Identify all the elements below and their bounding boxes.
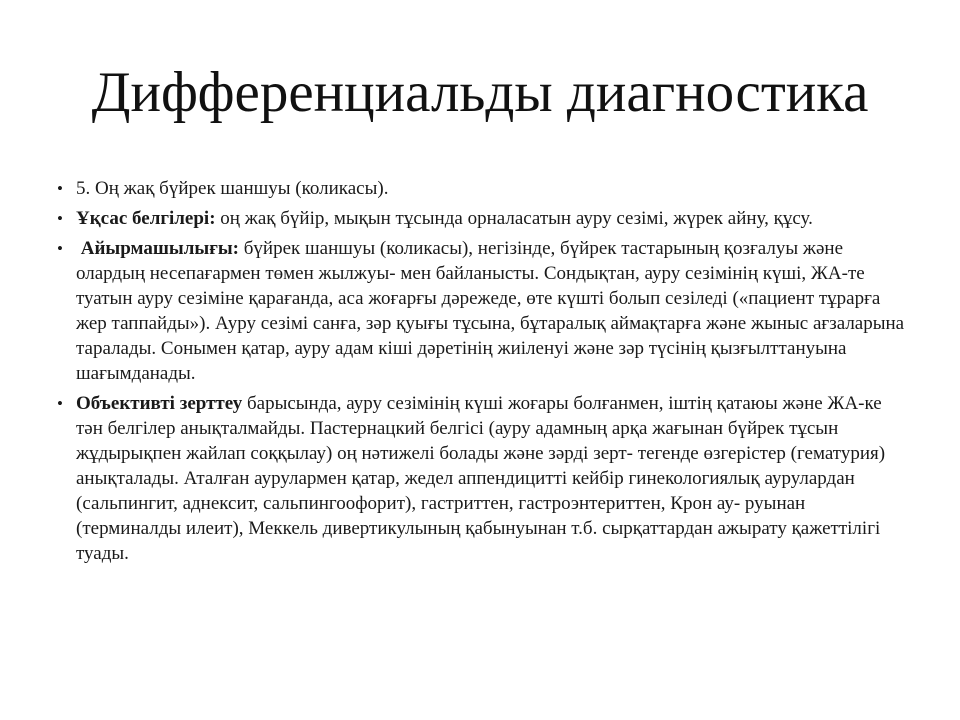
list-item — [56, 391, 912, 566]
bullet-icon: • — [57, 394, 63, 413]
item-heading: Объективті зерттеу — [76, 393, 243, 414]
slide-title: Дифференциальды диагностика — [91, 61, 869, 124]
bullet-icon: • — [57, 209, 63, 228]
item-text: барысында, ауру сезімінің күші жоғары болғанмен, іштің қатаюы және ЖА-ке тән белгілер анықталмайды. Пастернацкий белгісі (ауру адамның арқа жағынан бүйрек тұсын жұдырықпен жайлап соққылау) оң нәтижелі болады және зәрді зерт- тегенде өзгерістер (гематурия) анықталады. Аталған аурулармен қатар, жедел аппендицитті кейбір гинекологиялық аурулардан (сальпингит, аднексит, сальпингоофорит), гастриттен, гастроэнтериттен, Крон ау- руынан (терминалды илеит), Меккель дивертикулының қабынуынан т.б. сырқаттардан ажырату қажеттілігі туады. — [76, 393, 886, 564]
list-item — [56, 236, 912, 386]
item-text: бүйрек шаншуы (коликасы), негізінде, бүйрек тастарының қозғалуы және олардың несепағармен төмен жылжуы- мен байланысты. Сондықтан, ауру сезімінің күші, ЖА-те туатын ауру сезіміне қарағанда, аса жоғарғы дәрежеде, өте күшті болып сезіледі («пациент тұрарға жер таппайды»). Ауру сезімі санға, зәр қуығы тұсына, бұтаралық аймақтарға және жыныс ағзаларына таралады. Сонымен қатар, ауру адам кіші дәретінің жиіленуі және зәр түсінің қызғылттануына шағымданады. — [76, 238, 905, 384]
bullet-list — [56, 176, 912, 571]
bullet-icon: • — [57, 179, 63, 198]
item-heading: Ұқсас белгілері: — [76, 208, 216, 229]
bullet-icon: • — [57, 239, 63, 258]
list-item — [56, 206, 912, 231]
item-text: 5. Оң жақ бүйрек шаншуы (коликасы). — [76, 178, 389, 199]
list-item — [56, 176, 912, 201]
item-heading: Айырмашылығы: — [80, 238, 240, 259]
item-text: оң жақ бүйір, мықын тұсында орналасатын ауру сезімі, жүрек айну, құсу. — [215, 208, 813, 229]
